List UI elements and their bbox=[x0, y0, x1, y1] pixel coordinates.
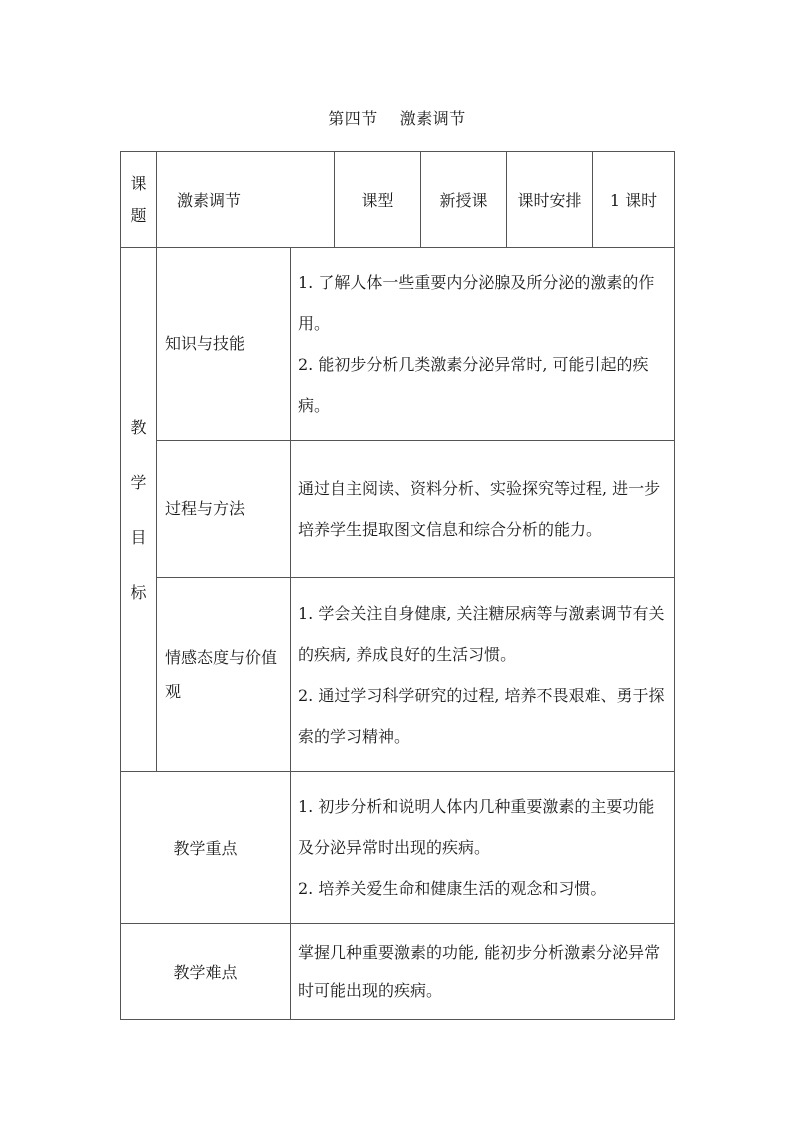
topic-label-char: 题 bbox=[130, 205, 147, 225]
difficulties-row bbox=[121, 924, 675, 1020]
topic-label-cell bbox=[121, 152, 157, 248]
title-section: 第四节 bbox=[328, 109, 378, 128]
emotion-item: 2. 通过学习科学研究的过程, 培养不畏艰难、勇于探索的学习精神。 bbox=[298, 685, 665, 746]
schedule-value: 1 课时 bbox=[593, 152, 675, 248]
header-row bbox=[121, 152, 675, 248]
process-row bbox=[121, 441, 675, 578]
knowledge-item: 2. 能初步分析几类激素分泌异常时, 可能引起的疾病。 bbox=[298, 355, 649, 415]
title-topic: 激素调节 bbox=[399, 109, 466, 128]
emotion-content bbox=[291, 578, 675, 772]
knowledge-item: 1. 了解人体一些重要内分泌腺及所分泌的激素的作用。 bbox=[298, 273, 655, 333]
difficulties-label: 教学难点 bbox=[121, 924, 291, 1020]
knowledge-label: 知识与技能 bbox=[157, 248, 291, 441]
difficulties-text: 掌握几种重要激素的功能, 能初步分析激素分泌异常时可能出现的疾病。 bbox=[298, 942, 661, 1000]
key-point-item: 2. 培养关爱生命和健康生活的观念和习惯。 bbox=[298, 879, 607, 898]
process-label: 过程与方法 bbox=[157, 441, 291, 578]
objectives-label-char: 目 bbox=[130, 527, 147, 547]
objectives-label-char: 标 bbox=[130, 582, 147, 602]
emotion-label: 情感态度与价值观 bbox=[157, 578, 291, 772]
key-point-item: 1. 初步分析和说明人体内几种重要激素的主要功能及分泌异常时出现的疾病。 bbox=[298, 797, 655, 857]
objectives-label-char: 教 bbox=[130, 417, 147, 437]
schedule-label: 课时安排 bbox=[507, 152, 593, 248]
process-text: 通过自主阅读、资料分析、实验探究等过程, 进一步培养学生提取图文信息和综合分析的能力。 bbox=[298, 479, 661, 539]
lesson-plan-table bbox=[120, 151, 675, 1020]
objectives-label-cell bbox=[121, 248, 157, 772]
type-label: 课型 bbox=[335, 152, 421, 248]
knowledge-row bbox=[121, 248, 675, 441]
page-title bbox=[0, 106, 794, 129]
key-points-row bbox=[121, 772, 675, 924]
type-value: 新授课 bbox=[421, 152, 507, 248]
objectives-label-char: 学 bbox=[130, 472, 147, 492]
topic-value: 激素调节 bbox=[157, 152, 335, 248]
emotion-item: 1. 学会关注自身健康, 关注糖尿病等与激素调节有关的疾病, 养成良好的生活习惯。 bbox=[298, 603, 665, 664]
emotion-row bbox=[121, 578, 675, 772]
topic-label-char: 课 bbox=[130, 173, 147, 193]
difficulties-content bbox=[291, 924, 675, 1020]
key-points-label: 教学重点 bbox=[121, 772, 291, 924]
key-points-content bbox=[291, 772, 675, 924]
knowledge-content bbox=[291, 248, 675, 441]
process-content bbox=[291, 441, 675, 578]
